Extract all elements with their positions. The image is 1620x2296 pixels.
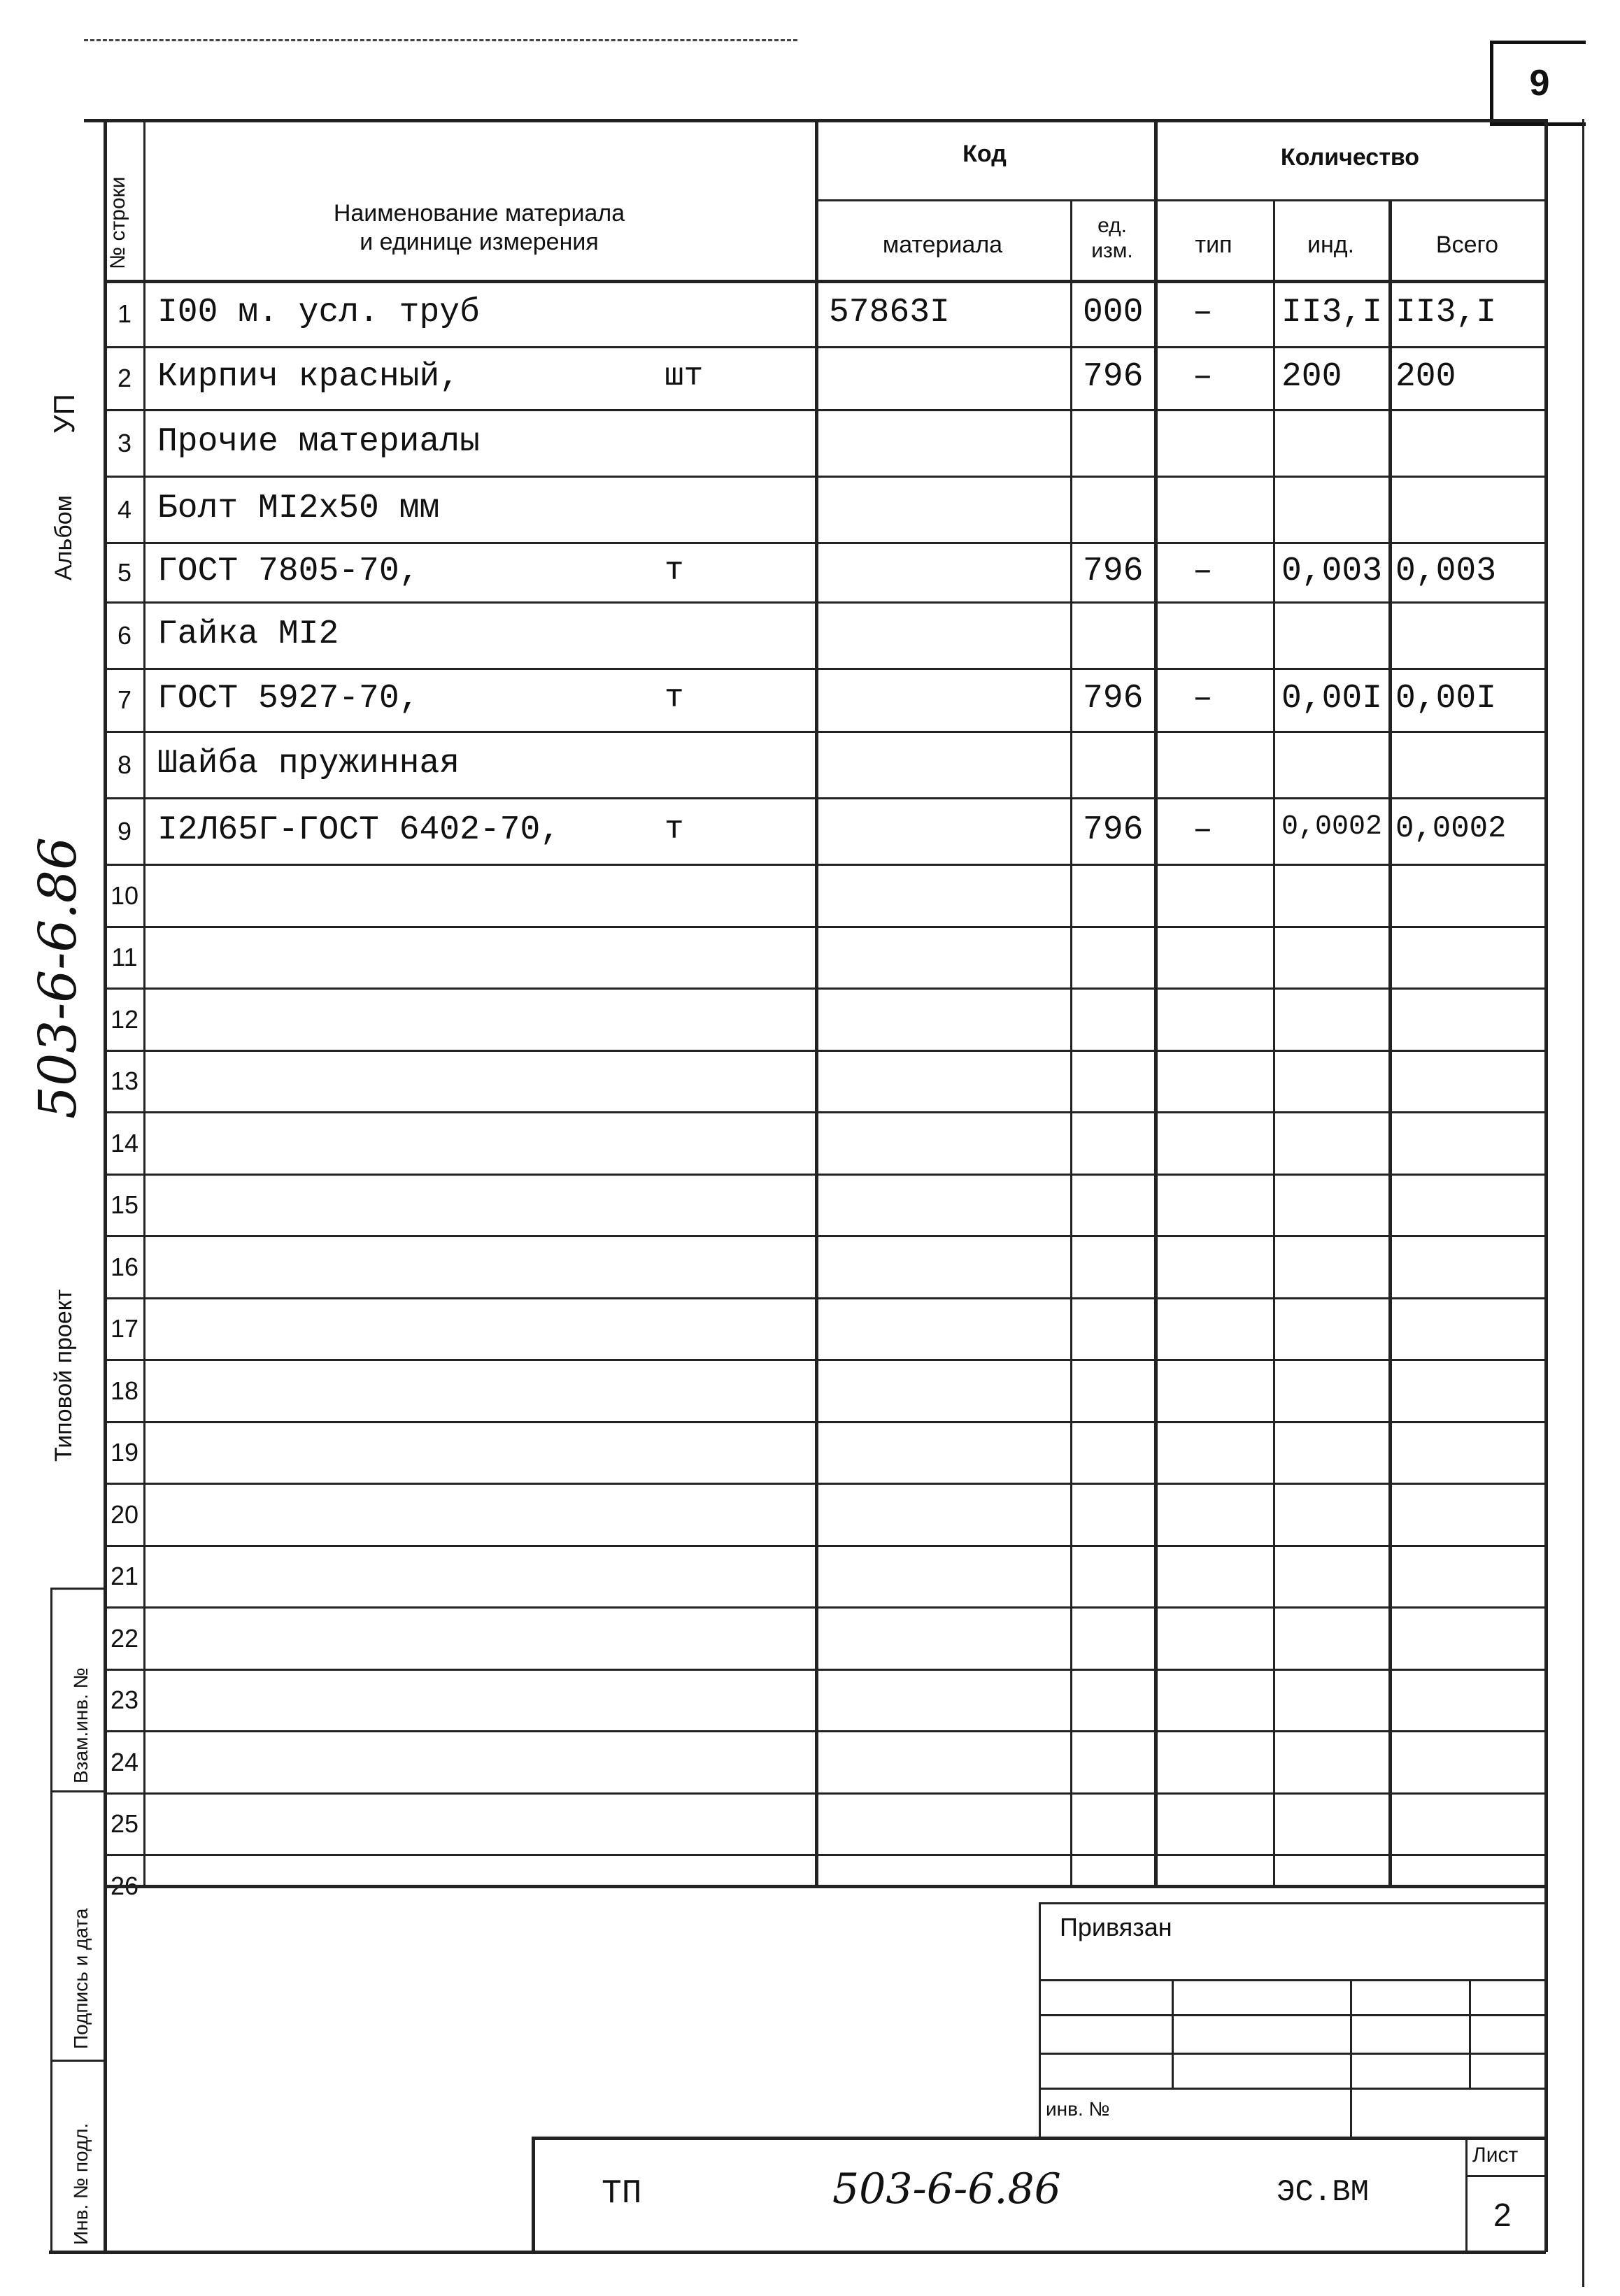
stamp-row-4: [1039, 2088, 1546, 2090]
row-line: [104, 476, 1546, 478]
header-code-material: материала: [882, 231, 1003, 258]
frame-bottom: [49, 2251, 1546, 2254]
binding-div-1: [50, 1588, 104, 1590]
measure-unit: шт: [665, 358, 704, 394]
material-name: Шайба пружинная: [157, 745, 460, 783]
material-name: Прочие материалы: [157, 423, 480, 461]
col-line-name: [815, 119, 818, 1885]
unit-code: 796: [1083, 358, 1144, 396]
row-number: 20: [110, 1500, 139, 1529]
row-line: [104, 797, 1546, 799]
binding-strip-left: [50, 1588, 52, 2252]
unit-code: 796: [1083, 811, 1144, 849]
material-name: I2Л65Г-ГОСТ 6402-70,: [157, 811, 561, 849]
title-sheet-label: Лист: [1472, 2144, 1519, 2167]
row-line: [104, 1854, 1546, 1856]
qty-typ: –: [1193, 552, 1213, 590]
title-block-sheet-row: [1465, 2175, 1546, 2177]
header-code-unit-l2: изм.: [1091, 239, 1133, 262]
title-sheet-value: 2: [1493, 2197, 1512, 2233]
header-name: [143, 199, 815, 257]
row-number: 10: [110, 881, 139, 910]
header-name-line1: Наименование материала: [333, 200, 625, 227]
row-line: [104, 1421, 1546, 1423]
col-line-unit: [1070, 199, 1072, 1885]
stamp-privyazan: Привязан: [1060, 1913, 1172, 1941]
header-bottom-line: [104, 280, 1546, 283]
side-inv-no: Инв. № подл.: [70, 2123, 92, 2245]
row-number: 18: [110, 1376, 139, 1405]
unit-code: 796: [1083, 680, 1144, 718]
material-name: I00 м. усл. труб: [157, 294, 480, 331]
row-line: [104, 1669, 1546, 1671]
side-album: Альбом: [50, 495, 77, 580]
row-number: 13: [110, 1067, 139, 1095]
qty-typ: –: [1193, 358, 1213, 396]
stamp-inv-label: инв. №: [1046, 2098, 1110, 2120]
header-quantity: Количество: [1280, 144, 1420, 171]
page-number: 9: [1490, 41, 1586, 126]
qty-typ: –: [1193, 811, 1213, 849]
material-name: ГОСТ 7805-70,: [157, 552, 420, 590]
title-block-sheet-col: [1465, 2137, 1468, 2252]
measure-unit: т: [665, 811, 684, 848]
material-name: Болт МI2х50 мм: [157, 490, 440, 527]
row-number: 19: [110, 1438, 139, 1467]
measure-unit: т: [665, 680, 684, 716]
row-line: [104, 1730, 1546, 1732]
row-line: [104, 1174, 1546, 1176]
row-line: [104, 731, 1546, 733]
unit-code: 796: [1083, 552, 1144, 590]
header-sub-line: [815, 199, 1546, 201]
stamp-col-2: [1350, 1979, 1352, 2139]
row-line: [104, 1359, 1546, 1361]
row-number: 7: [117, 685, 132, 714]
row-line: [104, 1050, 1546, 1052]
frame-far-right: [1582, 119, 1584, 2287]
row-number: 9: [117, 817, 132, 846]
row-line: [104, 346, 1546, 348]
col-line-code: [1154, 119, 1158, 1885]
row-number: 17: [110, 1314, 139, 1343]
row-line: [104, 1235, 1546, 1237]
qty-total: 0,003: [1395, 552, 1497, 590]
header-code-unit: [1070, 213, 1154, 264]
col-line-ind: [1388, 199, 1392, 1885]
header-qty-ind: инд.: [1307, 231, 1355, 258]
qty-ind: 0,00I: [1281, 680, 1383, 718]
row-line: [104, 668, 1546, 670]
row-number: 12: [110, 1005, 139, 1034]
header-qty-total: Всего: [1435, 231, 1499, 258]
title-tp: ТП: [602, 2175, 642, 2213]
title-block-left: [532, 2137, 535, 2252]
header-code-unit-l1: ед.: [1097, 214, 1127, 237]
row-line: [104, 1483, 1546, 1485]
top-rule: [84, 39, 797, 41]
row-line: [104, 926, 1546, 928]
row-line: [104, 1545, 1546, 1547]
row-number: 5: [117, 558, 132, 587]
material-name: ГОСТ 5927-70,: [157, 680, 420, 718]
row-number: 3: [117, 429, 132, 457]
title-doc: ЭС.ВМ: [1277, 2175, 1370, 2210]
header-qty-typ: тип: [1195, 231, 1232, 258]
side-signature-date: Подпись и дата: [70, 1908, 92, 2049]
row-number: 25: [110, 1809, 139, 1838]
row-line: [104, 1297, 1546, 1299]
header-code: Код: [962, 141, 1007, 167]
title-code: 503-6-6.86: [832, 2165, 1061, 2213]
row-number: 2: [117, 364, 132, 392]
row-number: 23: [110, 1685, 139, 1714]
stamp-privyazan-top: [1039, 1902, 1546, 1904]
unit-code: 000: [1083, 294, 1144, 331]
binding-div-3: [50, 2060, 104, 2062]
row-number: 11: [111, 943, 138, 971]
qty-typ: –: [1193, 680, 1213, 718]
row-number: 14: [110, 1129, 139, 1157]
qty-typ: –: [1193, 294, 1213, 331]
material-name: Гайка МI2: [157, 615, 339, 653]
side-typical-project: Типовой проект: [50, 1289, 77, 1462]
row-line: [104, 1606, 1546, 1609]
side-project-code: 503-6-6.86: [28, 836, 88, 1119]
measure-unit: т: [665, 552, 684, 589]
row-number: 4: [117, 495, 132, 524]
qty-ind: 0,003: [1281, 552, 1383, 590]
stamp-col-1: [1172, 1979, 1174, 2088]
frame-right: [1544, 119, 1548, 2252]
header-row-no: № строки: [106, 176, 129, 269]
table-bottom-line: [104, 1885, 1546, 1888]
row-number: 8: [117, 750, 132, 779]
material-name: Кирпич красный,: [157, 358, 460, 396]
qty-total: 0,00I: [1395, 680, 1497, 718]
row-number: 21: [110, 1562, 139, 1590]
qty-ind: II3,I: [1281, 294, 1383, 331]
qty-total: II3,I: [1395, 294, 1497, 331]
row-number: 6: [117, 621, 132, 650]
qty-total: 0,0002: [1395, 811, 1507, 846]
row-line: [104, 1792, 1546, 1795]
row-line: [104, 987, 1546, 990]
header-name-line2: и единице измерения: [360, 228, 599, 255]
side-album-no: УП: [48, 394, 80, 434]
title-block-top: [532, 2137, 1546, 2140]
stamp-col-3: [1469, 1979, 1471, 2088]
row-line: [104, 409, 1546, 411]
side-vzam: Взам.инв. №: [70, 1667, 92, 1783]
row-line: [104, 542, 1546, 544]
row-line: [104, 1111, 1546, 1113]
row-number: 26: [110, 1871, 139, 1900]
row-line: [104, 601, 1546, 604]
row-number: 1: [117, 299, 132, 328]
qty-ind: 200: [1281, 358, 1342, 396]
qty-total: 200: [1395, 358, 1456, 396]
binding-div-2: [50, 1790, 104, 1792]
stamp-privyazan-left: [1039, 1902, 1041, 2140]
row-number: 16: [110, 1253, 139, 1281]
material-code: 57863I: [829, 294, 950, 331]
row-number: 24: [110, 1748, 139, 1776]
qty-ind: 0,0002: [1281, 811, 1383, 843]
row-line: [104, 864, 1546, 866]
row-number: 15: [110, 1190, 139, 1219]
col-line-typ: [1273, 199, 1275, 1885]
row-number: 22: [110, 1624, 139, 1653]
